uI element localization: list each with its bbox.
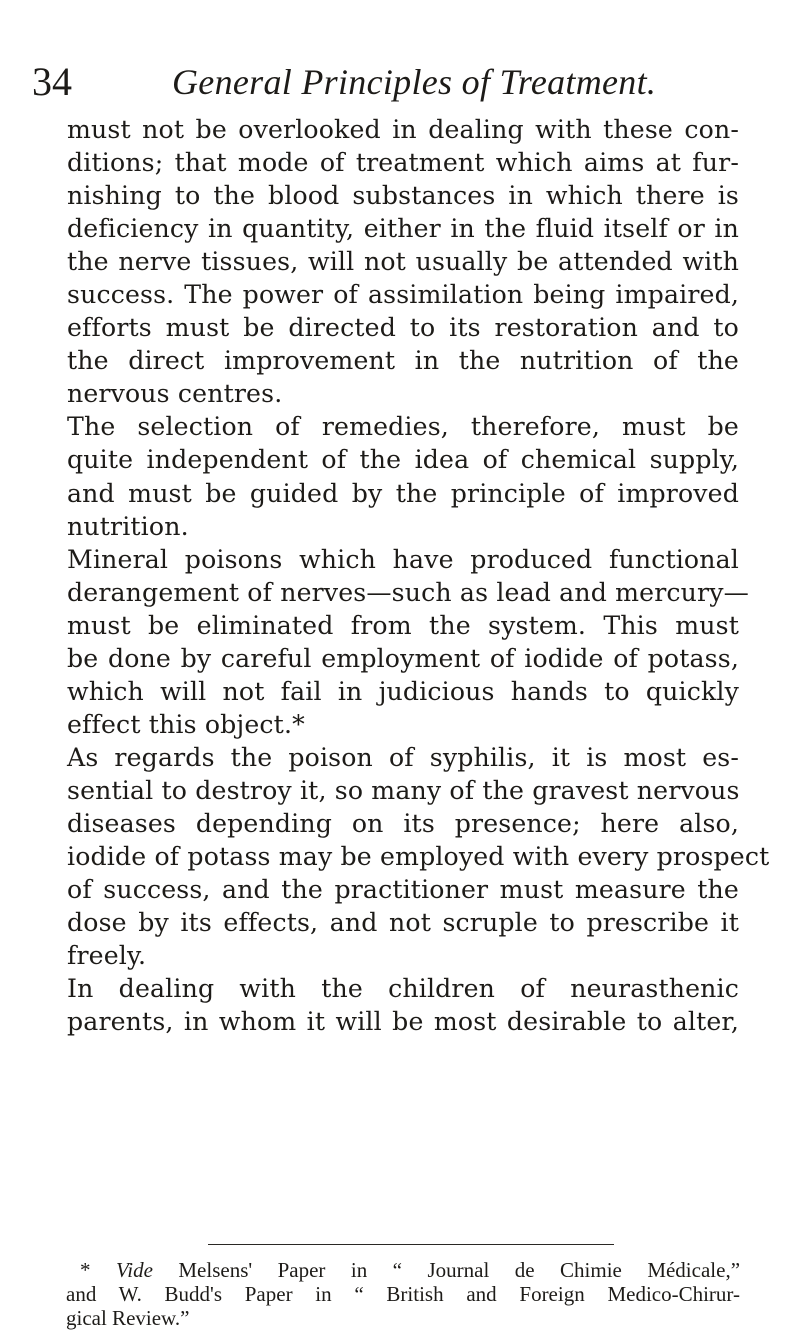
text-line: dose by its effects, and not scruple to prescribe it — [67, 908, 739, 938]
text-line: success. The power of assimilation being impaired, — [67, 280, 739, 310]
footnote-text: Melsens' Paper in “ Journal de Chimie Médicale,” — [178, 1258, 741, 1282]
footnote-line: gical Review.” — [66, 1306, 190, 1330]
text-line: which will not fail in judicious hands to quickly — [67, 676, 739, 706]
text-line: In dealing with the children of neurasthenic — [67, 974, 739, 1004]
text-line: ditions; that mode of treatment which aims at fur- — [67, 148, 739, 178]
text-line: efforts must be directed to its restoration and to — [67, 313, 739, 343]
footnote-marker: * — [80, 1258, 91, 1282]
text-line: be done by careful employment of iodide of potass, — [67, 643, 739, 673]
footnote-divider — [208, 1244, 614, 1245]
text-line: parents, in whom it will be most desirable to alter, — [67, 1007, 739, 1037]
text-line: sential to destroy it, so many of the gravest nervous — [67, 775, 740, 805]
text-line: diseases depending on its presence; here also, — [67, 808, 739, 838]
text-line: quite independent of the idea of chemical supply, — [67, 445, 739, 475]
text-line: freely. — [67, 941, 147, 971]
text-line: nervous centres. — [67, 379, 283, 409]
footnote-line: and W. Budd's Paper in “ British and Foreign Medico-Chirur- — [66, 1282, 740, 1306]
text-line: iodide of potass may be employed with every prospect — [67, 842, 770, 872]
text-line: nutrition. — [67, 511, 189, 541]
text-line: and must be guided by the principle of improved — [67, 478, 739, 508]
footnote-vide: Vide — [115, 1258, 153, 1282]
text-line: nishing to the blood substances in which there is — [67, 181, 739, 211]
running-head — [32, 58, 752, 106]
text-line: must be eliminated from the system. This must — [67, 610, 739, 640]
body-text — [67, 113, 770, 1038]
text-line: the direct improvement in the nutrition of the — [67, 346, 739, 376]
footnote-line — [66, 1258, 740, 1282]
text-line: of success, and the practitioner must measure the — [67, 875, 739, 905]
text-line: derangement of nerves—such as lead and mercury— — [67, 577, 749, 607]
text-line: must not be overlooked in dealing with these con- — [67, 115, 739, 144]
footnote — [66, 1258, 740, 1330]
text-line: deficiency in quantity, either in the fluid itself or in — [67, 214, 739, 244]
text-line: The selection of remedies, therefore, must be — [67, 412, 739, 442]
chapter-title: General Principles of Treatment. — [172, 62, 657, 102]
text-line: the nerve tissues, will not usually be attended with — [67, 247, 739, 277]
text-line: As regards the poison of syphilis, it is most es- — [67, 742, 739, 772]
text-line: effect this object.* — [67, 709, 305, 739]
text-line: Mineral poisons which have produced functional — [67, 544, 739, 574]
page-number: 34 — [32, 59, 72, 104]
